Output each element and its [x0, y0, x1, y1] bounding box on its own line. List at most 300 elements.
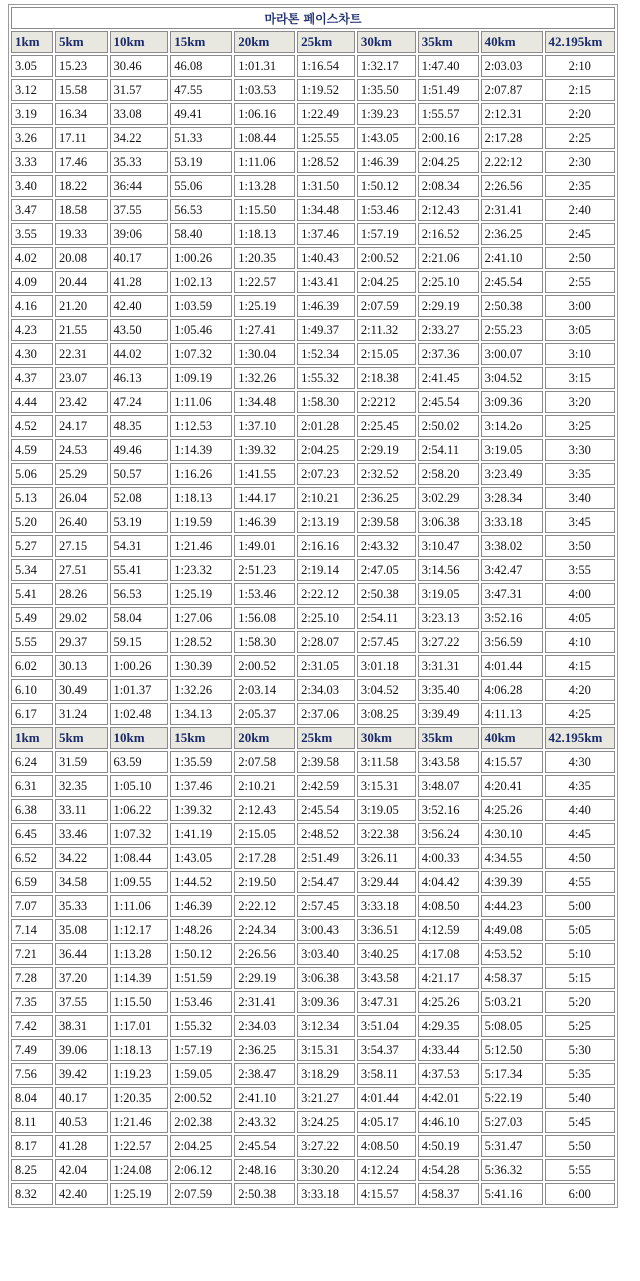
table-cell: 63.59	[110, 751, 169, 773]
table-cell: 3:40.25	[357, 943, 416, 965]
table-cell: 3:04.52	[481, 367, 543, 389]
table-cell: 42.40	[110, 295, 169, 317]
table-cell: 4:30	[545, 751, 615, 773]
table-cell: 34.22	[110, 127, 169, 149]
table-cell: 2:19.50	[234, 871, 295, 893]
table-cell: 2:13.19	[297, 511, 355, 533]
table-cell: 3:50	[545, 535, 615, 557]
table-cell: 2:2212	[357, 391, 416, 413]
table-cell: 1:18.13	[170, 487, 232, 509]
table-cell: 2:39.58	[357, 511, 416, 533]
table-cell: 1:31.50	[297, 175, 355, 197]
table-cell: 1:11.06	[234, 151, 295, 173]
table-cell: 2:54.47	[297, 871, 355, 893]
table-cell: 16.34	[55, 103, 108, 125]
table-cell: 2:33.27	[418, 319, 479, 341]
table-row	[11, 871, 615, 893]
table-cell: 2:12.43	[418, 199, 479, 221]
table-cell: 3:54.37	[357, 1039, 416, 1061]
column-header: 42.195km	[545, 31, 615, 53]
table-cell: 1:13.28	[234, 175, 295, 197]
table-cell: 3:48.07	[418, 775, 479, 797]
table-cell: 4:54.28	[418, 1159, 479, 1181]
table-cell: 40.17	[55, 1087, 108, 1109]
table-cell: 5:17.34	[481, 1063, 543, 1085]
table-cell: 8.25	[11, 1159, 53, 1181]
table-cell: 3.19	[11, 103, 53, 125]
table-row	[11, 1135, 615, 1157]
table-cell: 1:46.39	[234, 511, 295, 533]
table-cell: 4:25.26	[481, 799, 543, 821]
table-cell: 4:58.37	[418, 1183, 479, 1205]
table-cell: 2:05.37	[234, 703, 295, 725]
table-cell: 4:58.37	[481, 967, 543, 989]
table-cell: 17.11	[55, 127, 108, 149]
table-cell: 2:00.52	[357, 247, 416, 269]
table-cell: 1:19.59	[170, 511, 232, 533]
table-cell: 33.46	[55, 823, 108, 845]
column-header: 1km	[11, 727, 53, 749]
table-cell: 2:50.02	[418, 415, 479, 437]
table-cell: 3:33.18	[481, 511, 543, 533]
table-cell: 2:07.59	[357, 295, 416, 317]
table-cell: 4:17.08	[418, 943, 479, 965]
table-cell: 1:43.05	[170, 847, 232, 869]
table-cell: 4:42.01	[418, 1087, 479, 1109]
table-cell: 3:52.16	[481, 607, 543, 629]
table-cell: 1:46.39	[357, 151, 416, 173]
table-cell: 5.41	[11, 583, 53, 605]
table-cell: 2:02.38	[170, 1111, 232, 1133]
table-cell: 40.17	[110, 247, 169, 269]
table-cell: 4:55	[545, 871, 615, 893]
table-cell: 1:34.48	[297, 199, 355, 221]
table-cell: 26.04	[55, 487, 108, 509]
table-cell: 20.44	[55, 271, 108, 293]
table-cell: 1:51.49	[418, 79, 479, 101]
column-header: 5km	[55, 727, 108, 749]
table-cell: 3:19.05	[357, 799, 416, 821]
table-cell: 3:14.56	[418, 559, 479, 581]
table-cell: 2:07.87	[481, 79, 543, 101]
table-cell: 1:53.46	[357, 199, 416, 221]
table-cell: 5.20	[11, 511, 53, 533]
table-cell: 29.02	[55, 607, 108, 629]
table-cell: 1:16.54	[297, 55, 355, 77]
table-cell: 47.24	[110, 391, 169, 413]
pace-chart-table	[8, 4, 618, 1208]
table-cell: 1:14.39	[170, 439, 232, 461]
table-cell: 2:29.19	[357, 439, 416, 461]
table-cell: 2:50	[545, 247, 615, 269]
table-row	[11, 343, 615, 365]
table-cell: 54.31	[110, 535, 169, 557]
table-row	[11, 919, 615, 941]
table-cell: 2:40	[545, 199, 615, 221]
table-cell: 3:18.29	[297, 1063, 355, 1085]
table-cell: 3.55	[11, 223, 53, 245]
table-cell: 2.22:12	[481, 151, 543, 173]
table-cell: 1:11.06	[110, 895, 169, 917]
table-cell: 2:07.59	[170, 1183, 232, 1205]
table-cell: 4.02	[11, 247, 53, 269]
table-cell: 58.04	[110, 607, 169, 629]
table-cell: 3:47.31	[481, 583, 543, 605]
table-cell: 4:05	[545, 607, 615, 629]
table-row	[11, 607, 615, 629]
table-cell: 6.45	[11, 823, 53, 845]
table-cell: 5:36.32	[481, 1159, 543, 1181]
table-cell: 1:30.39	[170, 655, 232, 677]
table-cell: 3:28.34	[481, 487, 543, 509]
table-cell: 3:00.43	[297, 919, 355, 941]
column-header: 30km	[357, 727, 416, 749]
table-cell: 4:12.59	[418, 919, 479, 941]
table-cell: 5:35	[545, 1063, 615, 1085]
table-cell: 53.19	[110, 511, 169, 533]
table-cell: 2:04.25	[357, 271, 416, 293]
table-cell: 31.59	[55, 751, 108, 773]
table-cell: 25.29	[55, 463, 108, 485]
table-row	[11, 127, 615, 149]
table-cell: 2:04.25	[418, 151, 479, 173]
table-cell: 3:39.49	[418, 703, 479, 725]
table-cell: 1:58.30	[297, 391, 355, 413]
table-cell: 3:40	[545, 487, 615, 509]
table-cell: 2:25.10	[297, 607, 355, 629]
table-cell: 3:12.34	[297, 1015, 355, 1037]
table-cell: 4:49.08	[481, 919, 543, 941]
table-cell: 6.02	[11, 655, 53, 677]
table-cell: 34.22	[55, 847, 108, 869]
table-cell: 47.55	[170, 79, 232, 101]
table-cell: 2:03.03	[481, 55, 543, 77]
table-row	[11, 1039, 615, 1061]
table-row	[11, 223, 615, 245]
table-cell: 5:05	[545, 919, 615, 941]
table-cell: 3:43.58	[357, 967, 416, 989]
table-cell: 1:44.17	[234, 487, 295, 509]
table-cell: 22.31	[55, 343, 108, 365]
table-cell: 1:06.22	[110, 799, 169, 821]
table-cell: 1:00.26	[170, 247, 232, 269]
table-cell: 1:46.39	[297, 295, 355, 317]
table-cell: 2:58.20	[418, 463, 479, 485]
table-cell: 1:17.01	[110, 1015, 169, 1037]
header-row	[11, 727, 615, 749]
table-cell: 5:27.03	[481, 1111, 543, 1133]
table-cell: 2:37.06	[297, 703, 355, 725]
table-cell: 41.28	[110, 271, 169, 293]
table-cell: 1:32.17	[357, 55, 416, 77]
table-cell: 1:11.06	[170, 391, 232, 413]
table-cell: 3:43.58	[418, 751, 479, 773]
column-header: 20km	[234, 31, 295, 53]
table-cell: 3.33	[11, 151, 53, 173]
table-cell: 8.32	[11, 1183, 53, 1205]
table-cell: 1:22.57	[234, 271, 295, 293]
table-cell: 1:34.48	[234, 391, 295, 413]
table-cell: 1:52.34	[297, 343, 355, 365]
table-cell: 3:25	[545, 415, 615, 437]
table-cell: 15.58	[55, 79, 108, 101]
table-cell: 1:37.10	[234, 415, 295, 437]
table-cell: 1:15.50	[234, 199, 295, 221]
table-cell: 1:50.12	[170, 943, 232, 965]
table-cell: 1:41.19	[170, 823, 232, 845]
table-cell: 33.08	[110, 103, 169, 125]
table-row	[11, 391, 615, 413]
table-cell: 2:10.21	[297, 487, 355, 509]
table-cell: 55.41	[110, 559, 169, 581]
table-cell: 2:10.21	[234, 775, 295, 797]
pace-chart-body	[11, 7, 615, 1205]
table-cell: 1:18.13	[110, 1039, 169, 1061]
table-cell: 2:38.47	[234, 1063, 295, 1085]
table-cell: 4:08.50	[418, 895, 479, 917]
table-cell: 35.33	[55, 895, 108, 917]
table-cell: 49.41	[170, 103, 232, 125]
table-cell: 2:15.05	[357, 343, 416, 365]
table-row	[11, 415, 615, 437]
table-cell: 6.17	[11, 703, 53, 725]
table-cell: 2:41.10	[234, 1087, 295, 1109]
table-cell: 5.49	[11, 607, 53, 629]
table-cell: 4:53.52	[481, 943, 543, 965]
table-cell: 1:57.19	[357, 223, 416, 245]
table-cell: 2:16.16	[297, 535, 355, 557]
table-cell: 2:26.56	[234, 943, 295, 965]
table-cell: 3:51.04	[357, 1015, 416, 1037]
table-row	[11, 151, 615, 173]
table-cell: 7.49	[11, 1039, 53, 1061]
table-cell: 1:47.40	[418, 55, 479, 77]
table-cell: 8.04	[11, 1087, 53, 1109]
table-cell: 1:24.08	[110, 1159, 169, 1181]
table-row	[11, 1111, 615, 1133]
table-cell: 4:20	[545, 679, 615, 701]
table-cell: 6.52	[11, 847, 53, 869]
column-header: 35km	[418, 727, 479, 749]
table-cell: 4.44	[11, 391, 53, 413]
table-cell: 8.11	[11, 1111, 53, 1133]
table-cell: 4:45	[545, 823, 615, 845]
table-cell: 2:35	[545, 175, 615, 197]
table-cell: 2:08.34	[418, 175, 479, 197]
table-cell: 37.55	[55, 991, 108, 1013]
table-cell: 2:41.45	[418, 367, 479, 389]
table-cell: 37.55	[110, 199, 169, 221]
table-row	[11, 631, 615, 653]
table-cell: 4.09	[11, 271, 53, 293]
table-cell: 3:21.27	[297, 1087, 355, 1109]
table-cell: 3:14.2o	[481, 415, 543, 437]
table-cell: 6.38	[11, 799, 53, 821]
table-cell: 1:01.31	[234, 55, 295, 77]
table-cell: 2:00.16	[418, 127, 479, 149]
table-cell: 5:40	[545, 1087, 615, 1109]
table-cell: 4:00.33	[418, 847, 479, 869]
table-cell: 2:57.45	[357, 631, 416, 653]
table-cell: 3:00.07	[481, 343, 543, 365]
table-cell: 2:31.41	[481, 199, 543, 221]
table-cell: 51.33	[170, 127, 232, 149]
table-row	[11, 1063, 615, 1085]
table-cell: 7.42	[11, 1015, 53, 1037]
table-row	[11, 967, 615, 989]
table-row	[11, 439, 615, 461]
table-cell: 2:22.12	[234, 895, 295, 917]
table-cell: 5.13	[11, 487, 53, 509]
table-row	[11, 271, 615, 293]
table-row	[11, 823, 615, 845]
table-cell: 2:30	[545, 151, 615, 173]
table-cell: 1:32.26	[234, 367, 295, 389]
table-cell: 2:31.05	[297, 655, 355, 677]
table-cell: 6.31	[11, 775, 53, 797]
table-cell: 4.52	[11, 415, 53, 437]
table-cell: 5:45	[545, 1111, 615, 1133]
table-row	[11, 655, 615, 677]
table-cell: 30.46	[110, 55, 169, 77]
table-cell: 5:15	[545, 967, 615, 989]
table-cell: 2:25.10	[418, 271, 479, 293]
table-cell: 5.34	[11, 559, 53, 581]
table-row	[11, 295, 615, 317]
table-cell: 2:00.52	[170, 1087, 232, 1109]
table-cell: 1:35.59	[170, 751, 232, 773]
column-header: 35km	[418, 31, 479, 53]
table-cell: 2:07.58	[234, 751, 295, 773]
table-cell: 52.08	[110, 487, 169, 509]
table-cell: 2:25.45	[357, 415, 416, 437]
table-cell: 17.46	[55, 151, 108, 173]
table-cell: 2:45.54	[297, 799, 355, 821]
table-cell: 3:20	[545, 391, 615, 413]
table-cell: 3.47	[11, 199, 53, 221]
table-cell: 2:25	[545, 127, 615, 149]
table-cell: 15.23	[55, 55, 108, 77]
table-cell: 2:16.52	[418, 223, 479, 245]
table-cell: 3:15.31	[357, 775, 416, 797]
table-cell: 5:25	[545, 1015, 615, 1037]
column-header: 10km	[110, 31, 169, 53]
table-cell: 1:41.55	[234, 463, 295, 485]
table-cell: 6.24	[11, 751, 53, 773]
table-cell: 42.40	[55, 1183, 108, 1205]
table-cell: 18.22	[55, 175, 108, 197]
table-cell: 2:45.54	[418, 391, 479, 413]
table-cell: 3:35.40	[418, 679, 479, 701]
table-cell: 1:15.50	[110, 991, 169, 1013]
table-cell: 2:28.07	[297, 631, 355, 653]
table-cell: 1:39.23	[357, 103, 416, 125]
table-cell: 2:21.06	[418, 247, 479, 269]
table-cell: 3:08.25	[357, 703, 416, 725]
table-cell: 1:21.46	[110, 1111, 169, 1133]
table-cell: 3:55	[545, 559, 615, 581]
table-cell: 1:48.26	[170, 919, 232, 941]
table-row	[11, 679, 615, 701]
table-cell: 31.57	[110, 79, 169, 101]
table-cell: 18.58	[55, 199, 108, 221]
table-cell: 3:58.11	[357, 1063, 416, 1085]
table-cell: 5:10	[545, 943, 615, 965]
table-row	[11, 775, 615, 797]
table-cell: 55.06	[170, 175, 232, 197]
table-cell: 2:31.41	[234, 991, 295, 1013]
table-row	[11, 1183, 615, 1205]
table-cell: 31.24	[55, 703, 108, 725]
table-cell: 5:20	[545, 991, 615, 1013]
table-cell: 4:00	[545, 583, 615, 605]
table-cell: 4:46.10	[418, 1111, 479, 1133]
table-cell: 3:27.22	[418, 631, 479, 653]
table-cell: 1:23.32	[170, 559, 232, 581]
table-cell: 1:49.37	[297, 319, 355, 341]
table-cell: 30.49	[55, 679, 108, 701]
table-cell: 2:01.28	[297, 415, 355, 437]
table-cell: 5:55	[545, 1159, 615, 1181]
table-cell: 1:55.32	[297, 367, 355, 389]
table-cell: 20.08	[55, 247, 108, 269]
table-cell: 1:16.26	[170, 463, 232, 485]
table-cell: 1:08.44	[110, 847, 169, 869]
table-cell: 7.14	[11, 919, 53, 941]
table-cell: 3:36.51	[357, 919, 416, 941]
column-header: 5km	[55, 31, 108, 53]
table-cell: 5:50	[545, 1135, 615, 1157]
table-cell: 3:15.31	[297, 1039, 355, 1061]
table-cell: 4.37	[11, 367, 53, 389]
table-cell: 4:34.55	[481, 847, 543, 869]
table-cell: 6.59	[11, 871, 53, 893]
table-row	[11, 367, 615, 389]
table-cell: 4.30	[11, 343, 53, 365]
table-cell: 4.23	[11, 319, 53, 341]
table-cell: 1:27.06	[170, 607, 232, 629]
table-cell: 4:35	[545, 775, 615, 797]
table-row	[11, 799, 615, 821]
table-cell: 1:39.32	[170, 799, 232, 821]
table-cell: 3:45	[545, 511, 615, 533]
column-header: 42.195km	[545, 727, 615, 749]
table-cell: 4:10	[545, 631, 615, 653]
table-cell: 1:07.32	[170, 343, 232, 365]
table-cell: 58.40	[170, 223, 232, 245]
table-cell: 5.27	[11, 535, 53, 557]
table-cell: 1:09.19	[170, 367, 232, 389]
table-row	[11, 535, 615, 557]
table-cell: 23.07	[55, 367, 108, 389]
table-cell: 3:19.05	[418, 583, 479, 605]
table-cell: 2:06.12	[170, 1159, 232, 1181]
table-cell: 2:47.05	[357, 559, 416, 581]
table-cell: 1:53.46	[234, 583, 295, 605]
table-cell: 4:50.19	[418, 1135, 479, 1157]
table-cell: 8.17	[11, 1135, 53, 1157]
table-cell: 1:28.52	[170, 631, 232, 653]
table-cell: 19.33	[55, 223, 108, 245]
table-cell: 2:55.23	[481, 319, 543, 341]
table-row	[11, 199, 615, 221]
table-cell: 3:06.38	[297, 967, 355, 989]
table-cell: 2:03.14	[234, 679, 295, 701]
table-cell: 1:05.10	[110, 775, 169, 797]
table-cell: 21.55	[55, 319, 108, 341]
table-cell: 2:04.25	[170, 1135, 232, 1157]
table-cell: 2:15.05	[234, 823, 295, 845]
